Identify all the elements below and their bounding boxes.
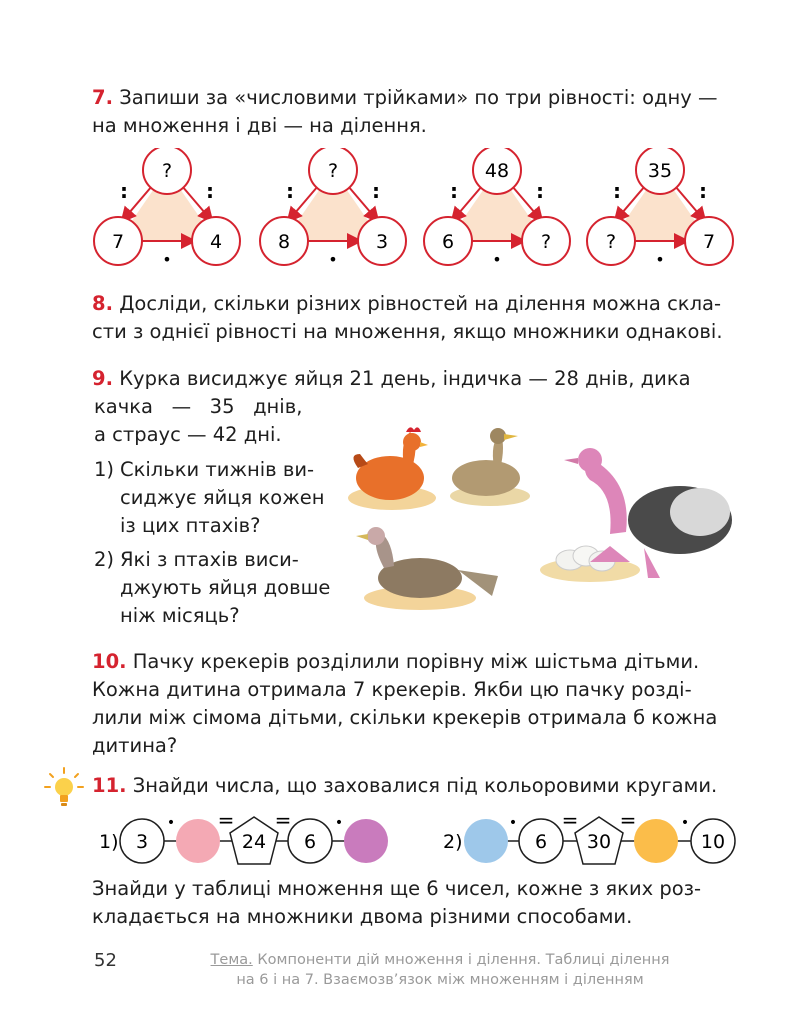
hen-image (348, 427, 436, 510)
chain-2-b: 30 (586, 831, 612, 853)
chain-2-a: 6 (534, 831, 548, 853)
question-1-line3: із цих птахів? (120, 514, 261, 537)
task-9-line1: Курка висиджує яйця 21 день, індичка — 28 днів, дика (119, 367, 691, 390)
ostrich-image (540, 448, 732, 582)
task-7-line1: Запиши за «числовими трійками» по три рівності: одну — (119, 86, 718, 109)
triangle-4-right: 7 (702, 231, 716, 253)
task-11-number: 11. (92, 774, 127, 797)
task-9-line3: а страус — 42 дні. (94, 423, 282, 446)
triangle-3 (424, 148, 570, 268)
triangle-1-div-right: : (206, 179, 214, 203)
chain-2-c: 10 (700, 831, 726, 853)
triangle-2-div-left: : (286, 179, 294, 203)
duck-image (450, 428, 530, 506)
task-8-text (92, 290, 734, 346)
birds-illustration (340, 420, 740, 620)
chain-1-a: 3 (135, 831, 149, 853)
turkey-image (356, 527, 498, 610)
triangle-3-div-right: : (536, 179, 544, 203)
triangle-2-left: 8 (277, 231, 291, 253)
task-7-number: 7. (92, 86, 113, 109)
chain-1-mul-1: • (166, 815, 176, 831)
task-8-line2: сти з однієї рівності на множення, якщо множники однакові. (92, 320, 723, 343)
lightbulb-icon (42, 766, 86, 810)
triangle-4-top: 35 (647, 160, 673, 182)
question-1-line2: сиджує яйця кожен (120, 486, 325, 509)
task-9-line2: качка — 35 днів, (94, 395, 303, 418)
triangle-4-left: ? (605, 231, 617, 253)
purple-circle (344, 819, 388, 863)
question-2-line3: ніж місяць? (120, 604, 240, 627)
footer-line2: на 6 і на 7. Взаємозв’язок між множенням і діленням (236, 972, 644, 988)
triangle-2-div-right: : (372, 179, 380, 203)
question-2-line1: Які з птахів виси- (120, 548, 299, 571)
triangle-1-mul: • (162, 250, 172, 268)
chain-2-eq-2: = (619, 808, 637, 832)
triangle-2-top: ? (327, 160, 339, 182)
number-chains (0, 806, 800, 876)
triangle-2 (260, 148, 406, 268)
triangle-4-mul: • (655, 250, 665, 268)
chain-1-mul-2: • (334, 815, 344, 831)
footer-tema-label: Тема. (210, 952, 253, 968)
chain-1-b: 24 (241, 831, 267, 853)
footer-line1: Компоненти дій множення і ділення. Таблиці ділення (257, 952, 670, 968)
chain-2-label: 2) (443, 831, 463, 853)
task-10-line4: дитина? (92, 734, 178, 757)
blue-circle (464, 819, 508, 863)
chain-1-c: 6 (303, 831, 317, 853)
task-10-line3: лили між сімома дітьми, скільки крекерів отримала б кожна (92, 706, 718, 729)
triangle-1-right: 4 (209, 231, 223, 253)
task-11-line: Знайди числа, що заховалися під кольоровими кругами. (132, 774, 718, 797)
task-8-line1: Досліди, скільки різних рівностей на ділення можна скла- (119, 292, 722, 315)
triangles-diagram (0, 148, 800, 268)
task-10-line2: Кожна дитина отримала 7 крекерів. Якби цю пачку розді- (92, 678, 692, 701)
orange-circle (634, 819, 678, 863)
triangle-1 (94, 148, 240, 268)
task-11-text (92, 772, 734, 800)
task-9-text (92, 365, 734, 393)
question-1-line1: Скільки тижнів ви- (120, 458, 315, 481)
triangle-1-left: 7 (111, 231, 125, 253)
task-11-extra-line1: Знайди у таблиці множення ще 6 чисел, кожне з яких роз- (92, 877, 702, 900)
chain-1-label: 1) (99, 831, 119, 853)
triangle-3-left: 6 (441, 231, 455, 253)
triangle-3-mul: • (492, 250, 502, 268)
triangle-3-div-left: : (450, 179, 458, 203)
chain-2-mul-2: • (680, 815, 690, 831)
triangle-1-top: ? (161, 160, 173, 182)
question-2-number: 2) (94, 548, 115, 571)
task-8-number: 8. (92, 292, 113, 315)
footer-topic (175, 950, 705, 990)
triangle-1-div-left: : (120, 179, 128, 203)
chain-2-eq-1: = (561, 808, 579, 832)
question-1-number: 1) (94, 458, 115, 481)
triangle-3-right: ? (540, 231, 552, 253)
chain-1-eq-2: = (274, 808, 292, 832)
chain-2-mul-1: • (508, 815, 518, 831)
chain-1 (99, 808, 388, 864)
pink-circle (176, 819, 220, 863)
triangle-4-div-left: : (613, 179, 621, 203)
triangle-2-right: 3 (375, 231, 389, 253)
triangle-4 (587, 148, 733, 268)
page-number: 52 (94, 950, 117, 971)
triangle-2-mul: • (328, 250, 338, 268)
chain-1-eq-1: = (217, 808, 235, 832)
triangle-4-div-right: : (699, 179, 707, 203)
task-9-question-2 (94, 546, 330, 630)
task-11-extra-line2: кладається на множники двома різними способами. (92, 905, 633, 928)
task-7-line2: на множення і дві — на ділення. (92, 114, 427, 137)
task-7-text (92, 84, 734, 140)
task-11-extra (92, 875, 734, 931)
task-10-text (92, 648, 734, 760)
task-10-line1: Пачку крекерів розділили порівну між шістьма дітьми. (132, 650, 700, 673)
question-2-line2: джують яйця довше (120, 576, 331, 599)
task-9-question-1 (94, 456, 325, 540)
task-10-number: 10. (92, 650, 127, 673)
chain-2 (443, 808, 735, 864)
task-9-number: 9. (92, 367, 113, 390)
triangle-3-top: 48 (484, 160, 510, 182)
